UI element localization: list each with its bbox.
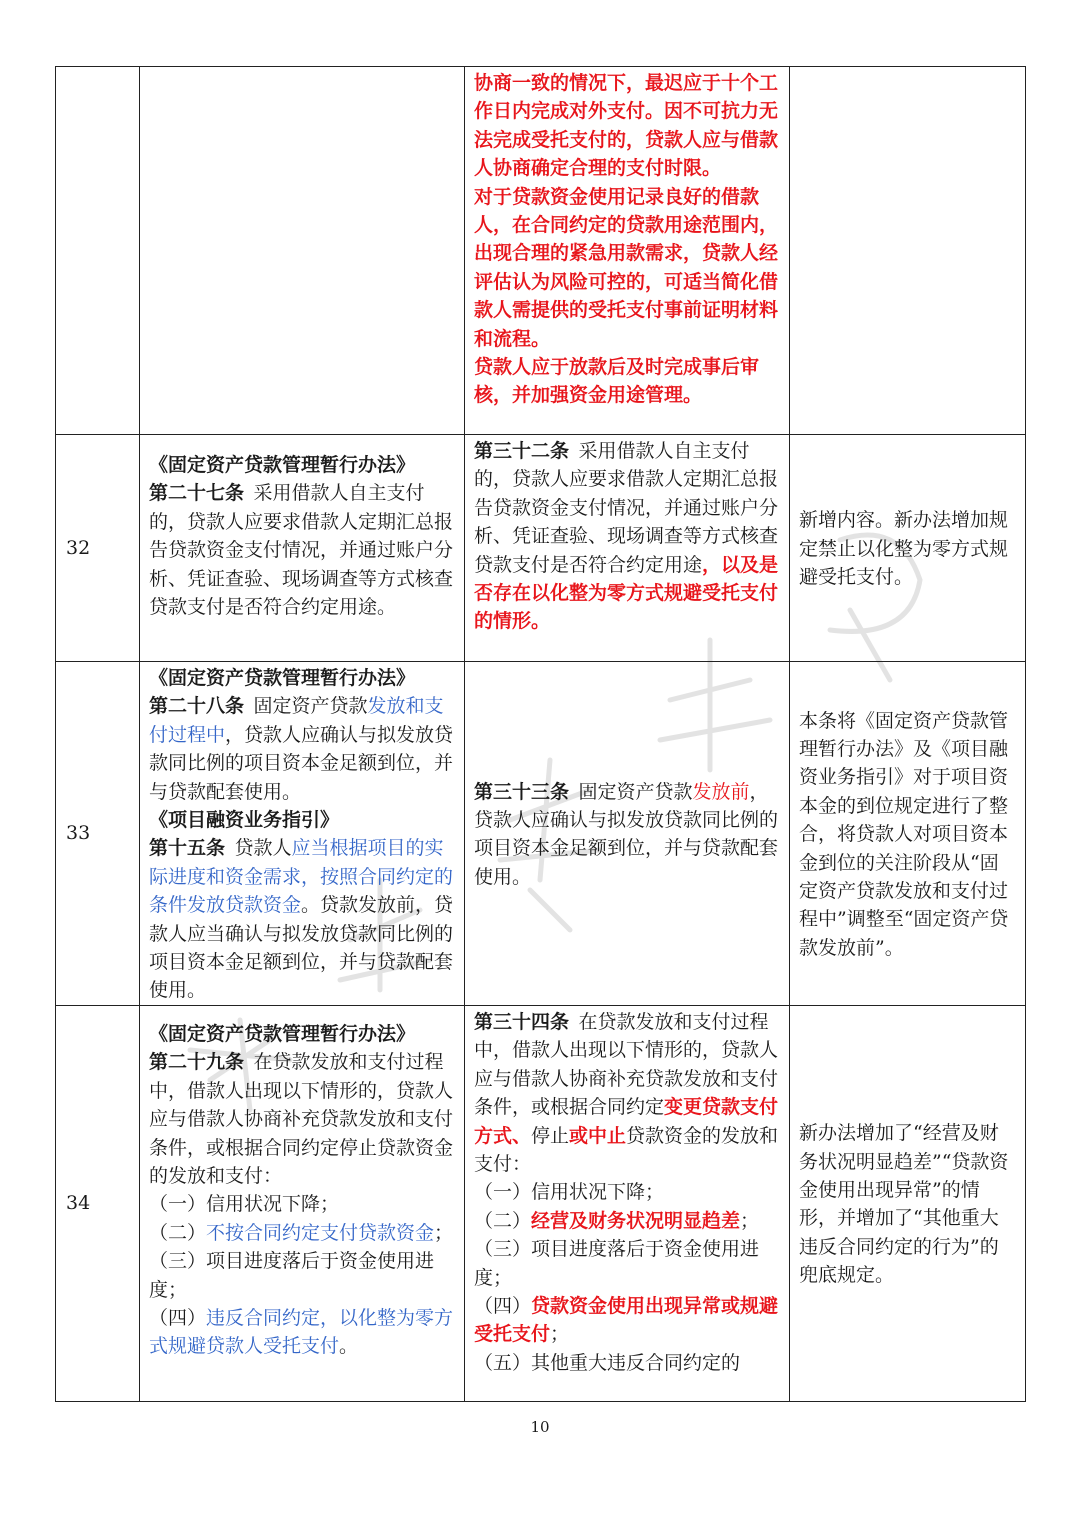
article-text: 停止: [531, 1124, 570, 1147]
page-number: 10: [530, 1418, 550, 1436]
table-row: [56, 1005, 1026, 1401]
source-title: 《固定资产贷款管理暂行办法》: [149, 667, 416, 689]
list-item: （五）其他重大违反合同约定的: [474, 1351, 741, 1374]
article-number: 第二十九条: [149, 1051, 245, 1074]
changed-text: 发放和支付过程中: [149, 695, 444, 746]
new-text-paragraph: 对于贷款资金使用记录良好的借款人，在合同约定的贷款用途范围内，出现合理的紧急用款需求，贷款人经评估认为风险可控的，可适当简化借款人需提供的受托支付事前证明材料和流程。: [474, 185, 779, 350]
list-item: （三）项目进度落后于资金使用进度；: [474, 1238, 760, 1289]
row-number: 33: [56, 662, 140, 1006]
list-item: [474, 1207, 781, 1235]
article-text: ，贷款人应确认与拟发放贷款同比例的项目资本金足额到位，并与贷款配套使用。: [149, 723, 454, 803]
regulation-comparison-table: [55, 66, 1026, 1402]
table-row: [56, 67, 1026, 435]
changed-text: 不按合同约定支付贷款资金: [206, 1221, 435, 1244]
item-end: ；: [434, 1221, 454, 1244]
note-cell: 新办法增加了“经营及财务状况明显趋差”“贷款资金使用出现异常”的情形，并增加了“其他重大违反合同约定的行为”的兜底规定。: [790, 1005, 1026, 1401]
new-text-cell: [465, 1005, 790, 1401]
article-number: 第三十四条: [474, 1010, 570, 1033]
new-article: [474, 778, 781, 892]
item-end: ；: [550, 1323, 570, 1346]
added-text: 变更贷款支付方式、: [474, 1096, 779, 1147]
new-article: [474, 437, 781, 636]
row-number: 32: [56, 435, 140, 662]
old-article: [149, 479, 456, 621]
added-text: 经营及财务状况明显趋差: [531, 1209, 741, 1232]
article-text: 采用借款人自主支付的，贷款人应要求借款人定期汇总报告贷款资金支付情况，并通过账户分析、凭证查验、现场调查等方式核查贷款支付是否符合约定用途: [474, 440, 779, 576]
added-text: ，以及是否存在以化整为零方式规避受托支付的情形。: [474, 553, 779, 633]
source-title: 《项目融资业务指引》: [149, 809, 340, 832]
row-number: 34: [56, 1005, 140, 1401]
table-row: [56, 662, 1026, 1006]
added-text: 或中止: [569, 1124, 627, 1147]
item-end: 。: [339, 1335, 359, 1358]
article-number: 第二十七条: [149, 482, 245, 505]
new-text-paragraph: 贷款人应于放款后及时完成事后审核，并加强资金用途管理。: [474, 356, 760, 407]
old-article: [149, 692, 456, 806]
article-text: 固定资产贷款: [578, 780, 693, 803]
article-text: 贷款人: [234, 837, 292, 860]
old-text-cell: [140, 67, 465, 435]
item-marker: （二）: [474, 1209, 532, 1232]
article-text: 。贷款发放前，贷款人应当确认与拟发放贷款同比例的项目资本金足额到位，并与贷款配套使用。: [149, 894, 454, 1002]
new-article: [474, 1008, 781, 1178]
article-text: 在贷款发放和支付过程中，借款人出现以下情形的，贷款人应与借款人协商补充贷款发放和支付条件，或根据合同约定: [474, 1010, 779, 1119]
article-number: 第三十二条: [474, 440, 570, 462]
list-item: （三）项目进度落后于资金使用进度；: [149, 1250, 435, 1301]
article-text: ，贷款人应确认与拟发放贷款同比例的项目资本金足额到位，并与贷款配套使用。: [474, 780, 779, 888]
item-end: ；: [740, 1209, 760, 1232]
article-text: 固定资产贷款: [253, 695, 368, 718]
item-marker: （四）: [149, 1306, 207, 1329]
article-number: 第三十三条: [474, 780, 570, 803]
item-marker: （二）: [149, 1221, 207, 1244]
new-text-cell: [465, 67, 790, 435]
new-text-cell: [465, 435, 790, 662]
old-article: [149, 1048, 456, 1190]
old-text-cell: [140, 1005, 465, 1401]
changed-text: 发放前: [692, 780, 750, 803]
list-item: （一）信用状况下降；: [474, 1181, 665, 1204]
list-item: [149, 1219, 456, 1247]
table-row: [56, 435, 1026, 662]
list-item: [474, 1292, 781, 1349]
note-cell: 本条将《固定资产贷款管理暂行办法》及《项目融资业务指引》对于项目资本金的到位规定进行了整合，将贷款人对项目资本金到位的关注阶段从“固定资产贷款发放和支付过程中”调整至“固定资产贷款发放前”。: [790, 662, 1026, 1006]
article-number: 第二十八条: [149, 695, 245, 718]
article-number: 第十五条: [149, 837, 226, 860]
old-text-cell: [140, 435, 465, 662]
note-cell: 新增内容。新办法增加规定禁止以化整为零方式规避受托支付。: [790, 435, 1026, 662]
item-marker: （四）: [474, 1294, 532, 1317]
row-number: [56, 67, 140, 435]
article-text: 采用借款人自主支付的，贷款人应要求借款人定期汇总报告贷款资金支付情况，并通过账户分析、凭证查验、现场调查等方式核查贷款支付是否符合约定用途。: [149, 482, 454, 619]
article-text: 贷款资金的发放和支付：: [474, 1124, 779, 1175]
list-item: [149, 1304, 456, 1361]
note-cell: [790, 67, 1026, 435]
old-text-cell: [140, 662, 465, 1006]
source-title: 《固定资产贷款管理暂行办法》: [149, 1022, 416, 1045]
added-text: 贷款资金使用出现异常或规避受托支付: [474, 1294, 779, 1346]
list-item: （一）信用状况下降；: [149, 1193, 340, 1216]
article-text: 在贷款发放和支付过程中，借款人出现以下情形的，贷款人应与借款人协商补充贷款发放和支付条件，或根据合同约定停止贷款资金的发放和支付：: [149, 1051, 454, 1187]
changed-text: 违反合同约定，以化整为零方式规避贷款人受托支付: [149, 1306, 454, 1358]
new-text-paragraph: 协商一致的情况下，最迟应于十个工作日内完成对外支付。因不可抗力无法完成受托支付的，贷款人应与借款人协商确定合理的支付时限。: [474, 72, 779, 180]
source-title: 《固定资产贷款管理暂行办法》: [149, 454, 416, 476]
new-text-cell: [465, 662, 790, 1006]
old-article: [149, 834, 456, 1004]
changed-text: 应当根据项目的实际进度和资金需求，按照合同约定的条件发放贷款资金: [149, 837, 454, 917]
